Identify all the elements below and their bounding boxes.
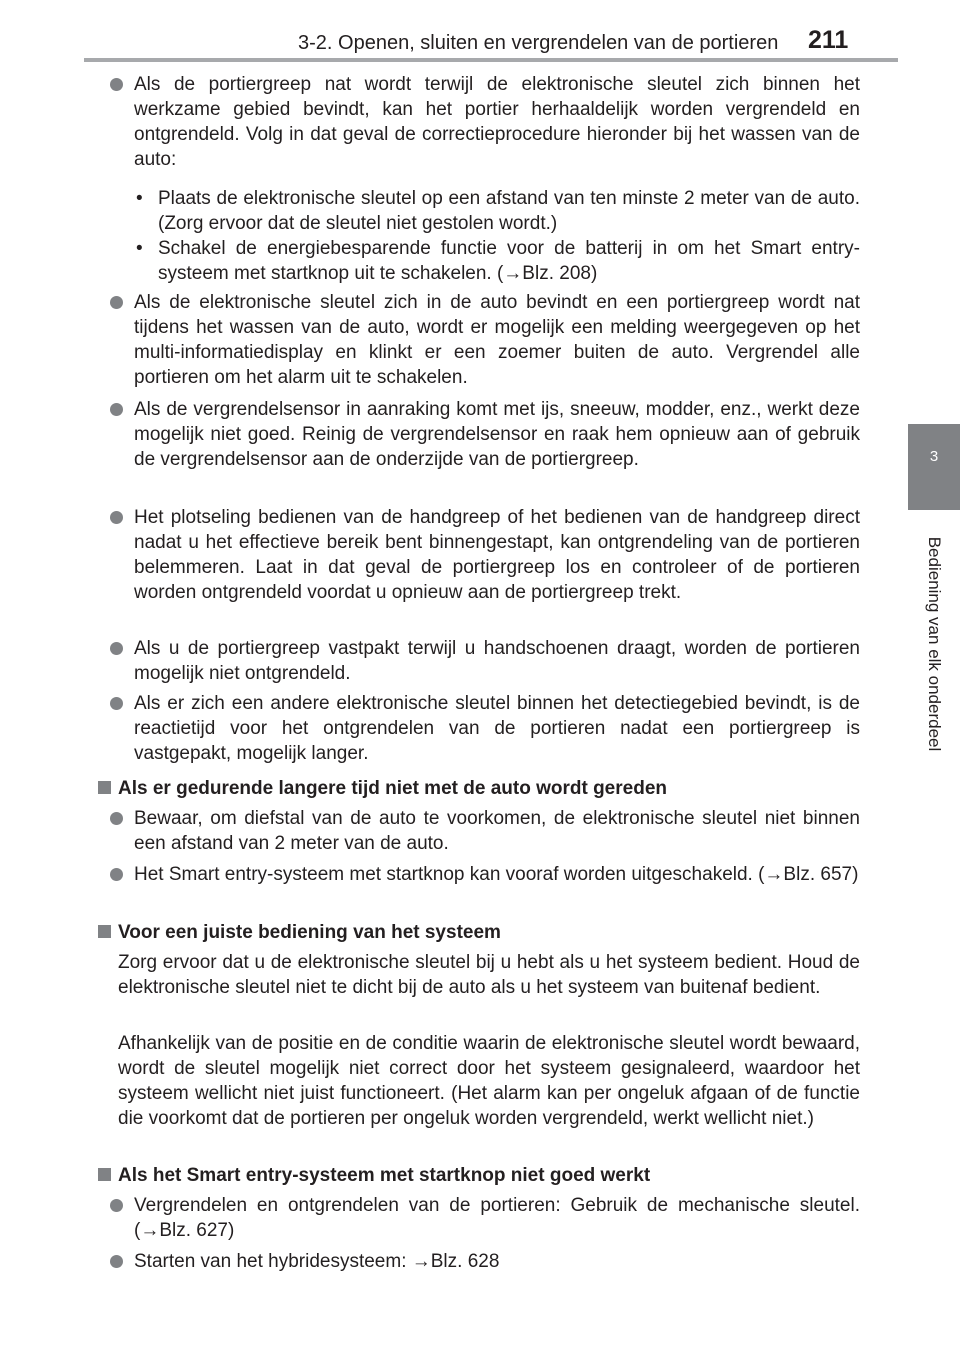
bullet-item: Bewaar, om diefstal van de auto te voorkomen, de elektronische sleutel niet binnen een afstand van 2 meter van de auto.	[134, 808, 860, 854]
section-heading: Als er gedurende langere tijd niet met de auto wordt gereden	[118, 776, 860, 801]
bullet-item: Als de portiergreep nat wordt terwijl de elektronische sleutel zich binnen het werkzame gebied bevindt, kan het portier herhaaldelijk worden vergrendeld en ontgrendeld. Volg in dat geval de correctieprocedure hieronder bij het wassen van de auto:	[134, 74, 860, 170]
paragraph: Afhankelijk van de positie en de conditie waarin de elektronische sleutel wordt bewaard, wordt de sleutel mogelijk niet correct door het systeem gesignaleerd, waardoor het systeem wellicht niet juist functioneert. (Het alarm kan per ongeluk afgaan of de functie die voorkomt dat de portieren per ongeluk worden vergrendeld, werkt wellicht niet.)	[118, 1033, 860, 1129]
bullet-item: Als de elektronische sleutel zich in de auto bevindt en een portiergreep wordt nat tijdens het wassen van de auto, wordt er mogelijk een melding weergegeven op het multi-informatiedisplay en klinkt er een zoemer buiten de auto. Vergrendel alle portieren om het alarm uit te schakelen.	[134, 292, 860, 388]
bullet-item: Als er zich een andere elektronische sleutel binnen het detectiegebied bevindt, is de reactietijd voor het ontgrendelen van de portieren nadat een portiergreep is vastgepakt, mogelijk langer.	[134, 693, 860, 764]
section-heading: Als het Smart entry-systeem met startknop niet goed werkt	[118, 1163, 860, 1188]
chapter-tab-number: 3	[929, 448, 939, 465]
bullet-item: Als de vergrendelsensor in aanraking komt met ijs, sneeuw, modder, enz., werkt deze mogelijk niet goed. Reinig de vergrendelsensor en raak hem opnieuw aan of gebruik de vergrendelsensor aan de onderzijde van de portiergreep.	[134, 399, 860, 470]
page-number: 211	[808, 26, 849, 54]
chapter-side-label-text: Bediening van elk onderdeel	[925, 536, 944, 752]
paragraph: Zorg ervoor dat u de elektronische sleutel bij u hebt als u het systeem bedient. Houd de elektronische sleutel niet te dicht bij de auto als u het systeem van buitenaf bedient.	[118, 952, 860, 998]
header-divider	[84, 58, 898, 62]
bullet-item: Het plotseling bedienen van de handgreep of het bedienen van de handgreep direct nadat u het effectieve bereik bent binnengestapt, kan ontgrendeling van de portieren belemmeren. Laat in dat geval de portiergreep los en controleer of de portieren worden ontgrendeld voordat u opnieuw aan de portiergreep trekt.	[134, 507, 860, 603]
chapter-tab	[908, 424, 960, 510]
bullet-item: Starten van het hybridesysteem: →Blz. 628	[134, 1249, 860, 1274]
sub-list-item: • Schakel de energiebesparende functie voor de batterij in om het Smart entry-systeem met startknop uit te schakelen. (→Blz. 208)	[158, 236, 860, 286]
bullet-item: Als u de portiergreep vastpakt terwijl u handschoenen draagt, worden de portieren mogelijk niet ontgrendeld.	[134, 638, 860, 684]
chapter-side-label	[908, 510, 960, 785]
header-section-title: 3-2. Openen, sluiten en vergrendelen van de portieren	[298, 32, 779, 54]
bullet-item: Het Smart entry-systeem met startknop kan vooraf worden uitgeschakeld. (→Blz. 657)	[134, 864, 859, 885]
section-heading: Voor een juiste bediening van het systeem	[118, 920, 860, 945]
sub-list-item: • Plaats de elektronische sleutel op een afstand van ten minste 2 meter van de auto. (Zorg ervoor dat de sleutel niet gestolen wordt.)	[158, 186, 860, 236]
bullet-item: Vergrendelen en ontgrendelen van de portieren: Gebruik de mechanische sleutel. (→Blz. 627)	[134, 1195, 860, 1241]
